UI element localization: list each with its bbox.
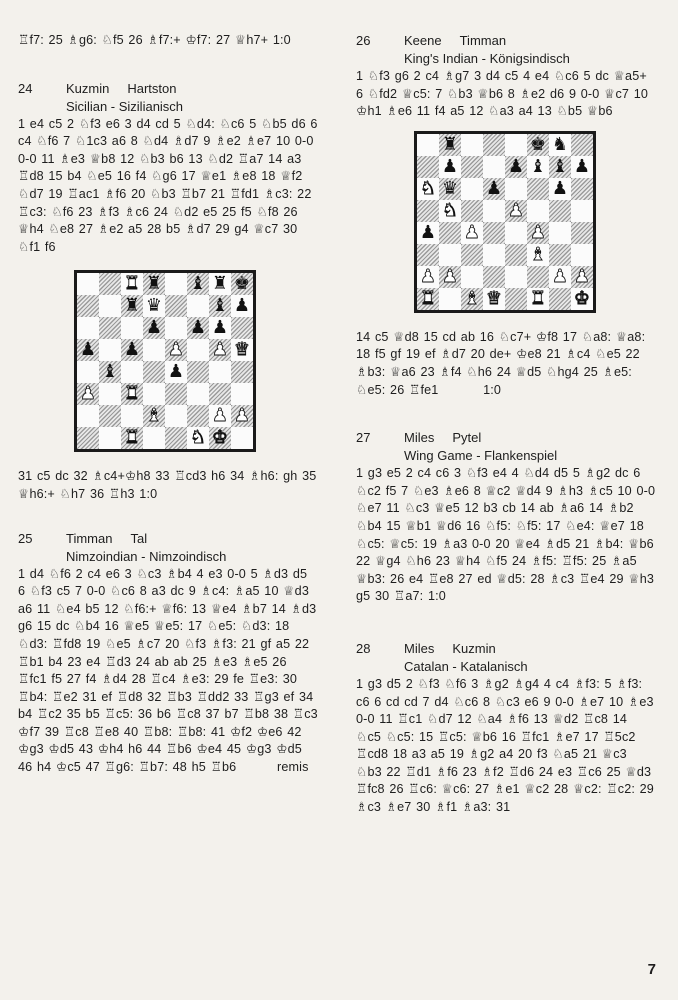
square-g8 (209, 273, 231, 295)
square-g7 (549, 156, 571, 178)
square-a5 (77, 339, 99, 361)
white-knight-icon: ♞ (189, 427, 207, 449)
black-pawn-icon: ♟ (189, 317, 207, 339)
white-pawn-icon: ♟ (79, 383, 97, 405)
square-e6 (165, 317, 187, 339)
square-b1 (439, 288, 461, 310)
white-pawn-icon: ♟ (419, 265, 437, 287)
page-number: 7 (647, 961, 656, 978)
game-27-header (356, 429, 656, 465)
black-player: Tal (130, 530, 148, 546)
square-a5 (417, 200, 439, 222)
square-a8 (77, 273, 99, 295)
white-knight-icon: ♞ (419, 177, 437, 199)
game-result: remis (276, 760, 309, 775)
white-rook-icon: ♜ (123, 383, 141, 405)
white-king-icon: ♚ (211, 427, 229, 449)
chess-diagram (74, 270, 256, 452)
white-bishop-icon: ♝ (529, 243, 547, 265)
square-d4 (483, 222, 505, 244)
square-c8 (121, 273, 143, 295)
square-b8 (439, 134, 461, 156)
square-h2 (571, 266, 593, 288)
white-pawn-icon: ♟ (573, 265, 591, 287)
square-h2 (231, 405, 253, 427)
black-pawn-icon: ♟ (233, 295, 251, 317)
square-f8 (187, 273, 209, 295)
game-25-moves: 1 d4 ♘f6 2 c4 e6 3 ♘c3 ♗b4 4 e3 0-0 5 ♗d3 d5 6 ♘f3 c5 7 0-0 ♘c6 8 a3 dc 9 ♗c4: ♗a5 10 ♕d3 a6 11 ♘e4 b5 12 ♘f6:+ ♕f6: 13 ♕e4 ♗b7 14 ♗d3 g6 15 dc ♘b4 16 ♕e5 ♕e5: 17 ♘e5: ♘d3: 18 ♘d3: ♖fd8 19 ♘e5 ♗c7 20 ♘f3 ♗f3: 21 gf a5 22 ♖b1 b4 23 e4 ♖d3 24 ab ab 25 ♗e3 ♗e5 26 ♖fc1 f5 27 f4 ♗d4 28 ♖c4 ♗e3: 29 fe ♖e3: 30 ♖b4: ♖e2 31 ef ♖d8 32 ♖b3 ♖dd2 33 ♖g3 ef 34 b4 ♖c2 35 b5 ♖c5: 36 b6 ♖c8 37 b7 ♖b8 38 ♖c3 ♔f7 39 ♖c8 ♖e8 40 ♖b8: ♖b8: 41 ♔f2 ♔e6 42 ♔g3 ♔d5 43 ♔h4 h6 44 ♖b6 ♔e4 45 ♔g3 ♔d5 46 h4 ♔c5 47 ♖g6: ♖b7: 48 h5 ♖b6 remis (18, 566, 318, 775)
game-25-header (18, 530, 318, 566)
square-d2 (143, 405, 165, 427)
black-king-icon: ♚ (529, 133, 547, 155)
white-rook-icon: ♜ (123, 427, 141, 449)
black-pawn-icon: ♟ (551, 177, 569, 199)
square-f7 (527, 156, 549, 178)
square-c1 (121, 427, 143, 449)
square-e1 (165, 427, 187, 449)
square-c6 (121, 317, 143, 339)
square-d3 (483, 244, 505, 266)
square-d6 (483, 178, 505, 200)
white-player: Miles (404, 430, 435, 446)
square-g6 (209, 317, 231, 339)
square-e7 (505, 156, 527, 178)
black-player: Timman (459, 33, 507, 48)
black-bishop-icon: ♝ (529, 155, 547, 177)
black-pawn-icon: ♟ (123, 339, 141, 361)
square-h6 (571, 178, 593, 200)
square-g5 (209, 339, 231, 361)
square-h8 (571, 134, 593, 156)
square-b3 (439, 244, 461, 266)
white-king-icon: ♚ (573, 287, 591, 309)
square-e2 (165, 405, 187, 427)
square-b5 (99, 339, 121, 361)
black-pawn-icon: ♟ (441, 155, 459, 177)
game-24-final-moves: 31 c5 dc 32 ♗c4+♔h8 33 ♖cd3 h6 34 ♗h6: gh 35 ♕h6:+ ♘h7 36 ♖h3 1:0 (18, 469, 317, 501)
game-27-moves: 1 g3 e5 2 c4 c6 3 ♘f3 e4 4 ♘d4 d5 5 ♗g2 dc 6 ♘c2 f5 7 ♘e3 ♗e6 8 ♕c2 ♕d4 9 ♗h3 ♗c5 10 0-0 ♘e7 11 ♘c3 ♕e5 12 b3 cb 14 ab ♗a6 14 ♗b2 ♘b4 15 ♕b1 ♕d6 16 ♘f5: ♘f5: 17 ♘e4: ♕e7 18 ♘c5: ♕c5: 19 ♗a3 0-0 20 ♕e4 ♗d5 21 ♗b4: ♕b6 22 ♕g4 ♘h6 23 ♕h4 ♘f5 24 ♗f5: ♖f5: 25 ♗a5 ♕b3: 26 e4 ♖e8 27 ed ♕d5: 28 ♗c3 ♖e4 29 ♕h3 g5 30 ♖a7: 1:0 (356, 466, 656, 604)
black-player: Pytel (452, 430, 482, 446)
white-pawn-icon: ♟ (441, 265, 459, 287)
opening-name: Wing Game - Flankenspiel (404, 448, 558, 464)
square-f4 (187, 361, 209, 383)
square-h5 (231, 339, 253, 361)
square-c1 (461, 288, 483, 310)
square-d3 (143, 383, 165, 405)
black-player: Hartston (127, 80, 177, 96)
square-g4 (549, 222, 571, 244)
white-pawn-icon: ♟ (507, 199, 525, 221)
white-player: Kuzmin (66, 80, 110, 96)
square-h4 (571, 222, 593, 244)
black-pawn-icon: ♟ (573, 155, 591, 177)
square-d6 (143, 317, 165, 339)
square-h8 (231, 273, 253, 295)
square-f7 (187, 295, 209, 317)
square-g6 (549, 178, 571, 200)
white-rook-icon: ♜ (529, 287, 547, 309)
square-b2 (99, 405, 121, 427)
square-b4 (439, 222, 461, 244)
white-queen-icon: ♛ (233, 339, 251, 361)
square-a1 (77, 427, 99, 449)
black-pawn-icon: ♟ (79, 339, 97, 361)
black-rook-icon: ♜ (211, 273, 229, 295)
square-b4 (99, 361, 121, 383)
square-c4 (461, 222, 483, 244)
game-number: 25 (18, 530, 33, 546)
square-b2 (439, 266, 461, 288)
square-d7 (143, 295, 165, 317)
black-pawn-icon: ♟ (419, 221, 437, 243)
square-f6 (187, 317, 209, 339)
square-h5 (571, 200, 593, 222)
square-g1 (209, 427, 231, 449)
white-rook-icon: ♜ (419, 287, 437, 309)
square-a8 (417, 134, 439, 156)
square-f6 (527, 178, 549, 200)
square-c6 (461, 178, 483, 200)
square-d4 (143, 361, 165, 383)
game-number: 26 (356, 33, 371, 48)
game-number: 28 (356, 640, 371, 656)
square-a3 (77, 383, 99, 405)
white-pawn-icon: ♟ (233, 405, 251, 427)
square-h4 (231, 361, 253, 383)
white-player: Keene (404, 33, 442, 48)
opening-name: King's Indian - Königsindisch (404, 51, 570, 66)
square-a7 (417, 156, 439, 178)
black-rook-icon: ♜ (145, 273, 163, 295)
game-24-moves: 1 e4 c5 2 ♘f3 e6 3 d4 cd 5 ♘d4: ♘c6 5 ♘b5 d6 6 c4 ♘f6 7 ♘1c3 a6 8 ♘d4 ♗d7 9 ♗e2 ♗e7 10 0-0 0-0 11 ♗e3 ♕b8 12 ♘b3 b6 13 ♘d2 ♖a7 14 a3 ♖d8 15 b4 ♘e5 16 f4 ♘g6 17 ♕e1 ♗e8 18 ♕f2 ♘d7 19 ♖ac1 ♗f6 20 ♘b3 ♖b7 21 ♖fd1 ♗c3: 22 ♖c3: ♘f6 23 ♗f3 ♗c6 24 ♘d2 e5 25 f5 ♘f8 26 ♕h4 ♘e8 27 ♗e2 a5 28 b5 ♗d7 29 g4 ♕c7 30 ♘f1 f6 (18, 116, 318, 254)
opening-name: Nimzoindian - Nimzoindisch (66, 548, 227, 564)
square-e3 (165, 383, 187, 405)
black-bishop-icon: ♝ (101, 361, 119, 383)
left-column (18, 32, 318, 777)
square-b8 (99, 273, 121, 295)
square-c7 (461, 156, 483, 178)
square-f5 (187, 339, 209, 361)
square-d5 (483, 200, 505, 222)
square-e7 (165, 295, 187, 317)
square-e8 (165, 273, 187, 295)
white-knight-icon: ♞ (441, 199, 459, 221)
game-28-header (356, 640, 656, 676)
square-h7 (231, 295, 253, 317)
right-column (356, 32, 656, 817)
square-b1 (99, 427, 121, 449)
black-queen-icon: ♛ (145, 295, 163, 317)
square-d8 (143, 273, 165, 295)
square-b7 (99, 295, 121, 317)
square-c5 (461, 200, 483, 222)
chess-diagram (414, 131, 596, 313)
square-e5 (505, 200, 527, 222)
square-g4 (209, 361, 231, 383)
square-g5 (549, 200, 571, 222)
square-e4 (165, 361, 187, 383)
game-result: 1:0 (483, 382, 502, 397)
white-player: Miles (404, 640, 435, 656)
black-bishop-icon: ♝ (189, 273, 207, 295)
opening-name: Catalan - Katalanisch (404, 658, 528, 674)
square-f2 (527, 266, 549, 288)
black-bishop-icon: ♝ (211, 295, 229, 317)
square-h6 (231, 317, 253, 339)
black-pawn-icon: ♟ (145, 317, 163, 339)
black-pawn-icon: ♟ (485, 177, 503, 199)
game-number: 27 (356, 430, 371, 446)
square-a3 (417, 244, 439, 266)
square-d5 (143, 339, 165, 361)
square-g1 (549, 288, 571, 310)
square-f3 (187, 383, 209, 405)
square-g7 (209, 295, 231, 317)
game-26-moves: 1 ♘f3 g6 2 c4 ♗g7 3 d4 c5 4 e4 ♘c6 5 dc ♕a5+ 6 ♘fd2 ♕c5: 7 ♘b3 ♕b6 8 ♗e2 d6 9 0-0 ♕c7 10 ♔h1 ♗e6 11 f4 a5 12 ♘a3 a4 13 ♘b5 ♕b6 (356, 69, 649, 119)
square-g3 (549, 244, 571, 266)
square-d7 (483, 156, 505, 178)
square-e6 (505, 178, 527, 200)
square-f1 (527, 288, 549, 310)
square-f1 (187, 427, 209, 449)
square-a1 (417, 288, 439, 310)
black-pawn-icon: ♟ (211, 317, 229, 339)
white-player: Timman (66, 530, 113, 546)
square-a2 (77, 405, 99, 427)
white-rook-icon: ♜ (123, 273, 141, 295)
square-a7 (77, 295, 99, 317)
square-f8 (527, 134, 549, 156)
game-24-header (18, 80, 318, 116)
square-g2 (549, 266, 571, 288)
square-a2 (417, 266, 439, 288)
square-b5 (439, 200, 461, 222)
square-a6 (77, 317, 99, 339)
square-b6 (99, 317, 121, 339)
square-h3 (571, 244, 593, 266)
square-d2 (483, 266, 505, 288)
game-26-header (356, 32, 656, 68)
square-c7 (121, 295, 143, 317)
black-player: Kuzmin (452, 640, 496, 656)
white-queen-icon: ♛ (485, 287, 503, 309)
square-h1 (571, 288, 593, 310)
square-b3 (99, 383, 121, 405)
square-e5 (165, 339, 187, 361)
white-bishop-icon: ♝ (463, 287, 481, 309)
square-f5 (527, 200, 549, 222)
square-d1 (143, 427, 165, 449)
square-d8 (483, 134, 505, 156)
square-c3 (121, 383, 143, 405)
black-rook-icon: ♜ (123, 295, 141, 317)
black-pawn-icon: ♟ (167, 361, 185, 383)
square-g3 (209, 383, 231, 405)
square-c5 (121, 339, 143, 361)
white-pawn-icon: ♟ (463, 221, 481, 243)
black-knight-icon: ♞ (551, 133, 569, 155)
white-pawn-icon: ♟ (211, 339, 229, 361)
opening-name: Sicilian - Sizilianisch (66, 98, 184, 114)
black-bishop-icon: ♝ (551, 155, 569, 177)
square-e1 (505, 288, 527, 310)
square-f3 (527, 244, 549, 266)
square-h3 (231, 383, 253, 405)
white-pawn-icon: ♟ (551, 265, 569, 287)
square-c2 (121, 405, 143, 427)
white-pawn-icon: ♟ (529, 221, 547, 243)
square-c2 (461, 266, 483, 288)
white-pawn-icon: ♟ (167, 339, 185, 361)
square-c4 (121, 361, 143, 383)
square-b7 (439, 156, 461, 178)
square-h7 (571, 156, 593, 178)
square-e3 (505, 244, 527, 266)
square-c8 (461, 134, 483, 156)
square-e4 (505, 222, 527, 244)
square-a6 (417, 178, 439, 200)
square-g2 (209, 405, 231, 427)
square-f2 (187, 405, 209, 427)
game-number: 24 (18, 80, 33, 96)
black-queen-icon: ♛ (441, 177, 459, 199)
game-26-final-moves: 14 c5 ♕d8 15 cd ab 16 ♘c7+ ♔f8 17 ♘a8: ♕a8: 18 f5 gf 19 ef ♗d7 20 de+ ♔e8 21 ♗c4 ♘e5 22 ♗b3: ♕a6 23 ♗f4 ♘h6 24 ♕d5 ♘hg4 25 ♗e5: ♘e5: 26 ♖fe1 1:0 (356, 329, 646, 397)
square-f4 (527, 222, 549, 244)
white-bishop-icon: ♝ (145, 405, 163, 427)
black-pawn-icon: ♟ (507, 155, 525, 177)
continued-moves: ♖f7: 25 ♗g6: ♘f5 26 ♗f7:+ ♔f7: 27 ♕h7+ 1:0 (18, 33, 291, 47)
game-28-moves: 1 g3 d5 2 ♘f3 ♘f6 3 ♗g2 ♗g4 4 c4 ♗f3: 5 ♗f3: c6 6 cd cd 7 d4 ♘c6 8 ♘c3 e6 9 0-0 ♗e7 10 ♗e3 0-0 11 ♖c1 ♘d7 12 ♘a4 ♗f6 13 ♕d2 ♖c8 14 ♘c5 ♘c5: 15 ♖c5: ♕b6 16 ♖fc1 ♗e7 17 ♖5c2 ♖cd8 18 a3 a5 19 ♗g2 a4 20 f3 ♘a5 21 ♕c3 ♘b3 22 ♖d1 ♗f6 23 ♗f2 ♖d6 24 e3 ♖c6 25 ♕d3 ♖fc8 26 ♖c6: ♕c6: 27 ♗e1 ♕c2 28 ♕c2: ♖c2: 29 ♗c3 ♗e7 30 ♗f1 ♗a3: 31 (356, 676, 654, 815)
white-pawn-icon: ♟ (211, 405, 229, 427)
square-a4 (77, 361, 99, 383)
square-d1 (483, 288, 505, 310)
square-a4 (417, 222, 439, 244)
square-e2 (505, 266, 527, 288)
black-king-icon: ♚ (233, 273, 251, 295)
square-g8 (549, 134, 571, 156)
square-b6 (439, 178, 461, 200)
square-c3 (461, 244, 483, 266)
square-h1 (231, 427, 253, 449)
square-e8 (505, 134, 527, 156)
black-rook-icon: ♜ (441, 133, 459, 155)
